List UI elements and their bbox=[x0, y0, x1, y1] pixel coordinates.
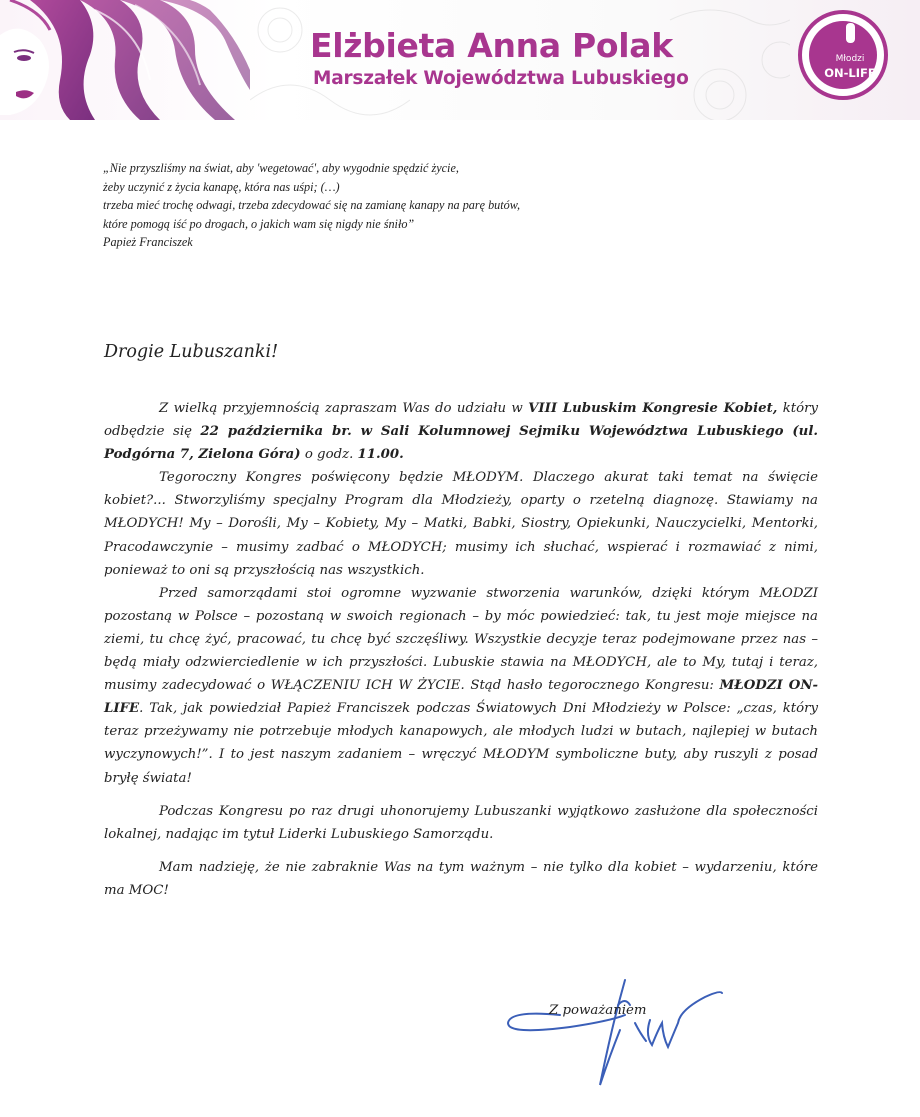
logo-small-text: Młodzi bbox=[835, 54, 865, 64]
closing-salutation: Z poważaniem bbox=[549, 1003, 647, 1018]
event-time: 11.00. bbox=[357, 447, 404, 463]
mlodzi-on-life-logo bbox=[798, 10, 888, 100]
text-span: o godz. bbox=[300, 447, 358, 463]
letterhead bbox=[0, 0, 920, 120]
author-name: Elżbieta Anna Polak bbox=[310, 26, 673, 65]
paragraph-invitation bbox=[104, 397, 818, 466]
paragraph-closing-hope: Mam nadzieję, że nie zabraknie Was na tym ważnym – nie tylko dla kobiet – wydarzeniu, które ma MOC! bbox=[104, 859, 818, 898]
letter-body bbox=[104, 397, 818, 902]
author-title: Marszałek Województwa Lubuskiego bbox=[313, 68, 689, 89]
text-span: Z wielką przyjemnością zapraszam Was do udziału w bbox=[159, 401, 529, 416]
event-date-location: 22 października br. w Sali Kolumnowej Sejmiku Województwa Lubuskiego (ul. Podgórna 7, Zielona Góra) bbox=[104, 424, 818, 463]
letter-greeting: Drogie Lubuszanki! bbox=[104, 342, 279, 362]
quote-line: żeby uczynić z życia kanapę, która nas uśpi; (…) bbox=[103, 179, 340, 194]
epigraph-quote bbox=[103, 159, 623, 252]
congress-name: VIII Lubuskim Kongresie Kobiet, bbox=[528, 401, 778, 416]
logo-big-text: ON-LIFE bbox=[824, 66, 876, 80]
quote-line: „Nie przyszliśmy na świat, aby 'wegetować', aby wygodnie spędzić życie, bbox=[103, 161, 459, 175]
paragraph-challenge bbox=[104, 582, 818, 790]
text-span: który odbędzie się bbox=[104, 401, 818, 440]
paragraph-awards: Podczas Kongresu po raz drugi uhonorujemy Lubuszanki wyjątkowo zasłużone dla społeczności lokalnej, nadając im tytuł Liderki Lubuskiego Samorządu. bbox=[104, 803, 818, 842]
quote-author: Papież Franciszek bbox=[103, 235, 193, 249]
quote-line: które pomogą iść po drogach, o jakich wam się nigdy nie śniło” bbox=[103, 216, 415, 231]
handwritten-signature-icon bbox=[500, 975, 740, 1095]
power-tab-icon bbox=[846, 23, 855, 43]
text-span: Przed samorządami stoi ogromne wyzwanie stworzenia warunków, dzięki którym MŁODZI pozostaną w Polsce – pozostaną w swoich regionach – by móc powiedzieć: tak, tu jest moje miejsce na ziemi, tu chcę żyć, pracować, tu chcę być szczęśliwy. Wszystkie decyzje teraz podejmowane przez nas – będą miały odzwierciedlenie w ich przyszłości. Lubuskie stawia na MŁODYCH, ale to My, tutaj i teraz, musimy zadecydować o WŁĄCZENIU ICH W ŻYCIE. Stąd hasło tegorocznego Kongresu: bbox=[104, 585, 818, 694]
paragraph-theme: Tegoroczny Kongres poświęcony będzie MŁODYM. Dlaczego akurat taki temat na święcie kobiet?... Stworzyliśmy specjalny Program dla Młodzieży, oparty o rzetelną diagnozę. Stawiamy na MŁODYCH! My – Dorośli, My – Kobiety, My – Matki, Babki, Siostry, Opiekunki, Nauczycielki, Mentorki, Pracodawczynie – musimy zadbać o MŁODYCH; musimy ich słuchać, wspierać i rozmawiać z nimi, ponieważ to oni są przyszłością nas wszystkich. bbox=[104, 470, 818, 578]
quote-line: trzeba mieć trochę odwagi, trzeba zdecydować się na zamianę kanapy na parę butów, bbox=[103, 198, 521, 212]
congress-slogan: MŁODZI ON-LIFE bbox=[104, 678, 818, 717]
logo-badge bbox=[809, 21, 877, 89]
woman-hair-illustration-icon bbox=[0, 0, 250, 120]
text-span: . Tak, jak powiedział Papież Franciszek podczas Światowych Dni Młodzieży w Polsce: „czas, który teraz przeżywamy nie potrzebuje młodych kanapowych, ale młodych ludzi w butach, najlepiej w butach wyczynowych!”. I to jest naszym zadaniem – wręczyć MŁODYM symboliczne buty, aby ruszyli z posad bryłę świata! bbox=[104, 701, 818, 786]
